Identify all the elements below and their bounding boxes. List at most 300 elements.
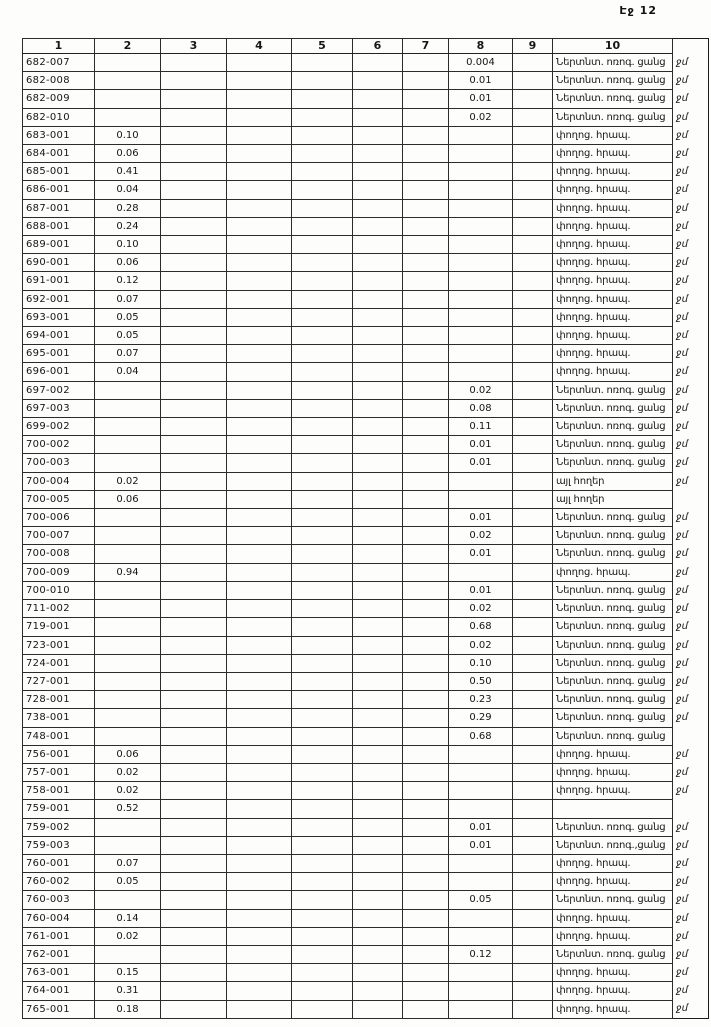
- cell-area-col8: [449, 782, 513, 800]
- cell-empty: [353, 945, 403, 963]
- cell-empty: [292, 308, 353, 326]
- margin-annotation: ջմ: [676, 475, 688, 487]
- cell-empty: [513, 290, 553, 308]
- cell-empty: [513, 727, 553, 745]
- cell-empty: [513, 436, 553, 454]
- cell-parcel-code: 700-009: [23, 563, 95, 581]
- cell-empty: [161, 563, 227, 581]
- cell-empty: [292, 436, 353, 454]
- cell-land-type-note: փողոց. հրապ.: [553, 982, 673, 1000]
- cell-empty: [227, 618, 292, 636]
- cell-area-col8: 0.10: [449, 654, 513, 672]
- table-row: [23, 90, 709, 108]
- cell-empty: [403, 763, 449, 781]
- cell-empty: [403, 126, 449, 144]
- cell-empty: [353, 581, 403, 599]
- cell-empty: [292, 509, 353, 527]
- cell-area-col8: 0.01: [449, 545, 513, 563]
- cell-empty: [227, 490, 292, 508]
- cell-empty: [403, 818, 449, 836]
- cell-empty: [292, 691, 353, 709]
- cell-empty: [227, 381, 292, 399]
- cell-empty: [403, 163, 449, 181]
- table-row: [23, 254, 709, 272]
- column-header: 5: [292, 39, 353, 54]
- cell-empty: [292, 126, 353, 144]
- cell-empty: [292, 472, 353, 490]
- cell-parcel-code: 696-001: [23, 363, 95, 381]
- cell-area-col2: 0.06: [95, 254, 161, 272]
- margin-annotation: ջմ: [676, 129, 688, 141]
- cell-empty: [403, 909, 449, 927]
- cell-empty: [403, 199, 449, 217]
- cell-area-col8: [449, 290, 513, 308]
- cell-empty: [292, 945, 353, 963]
- cell-land-type-note: այլ հողեր: [553, 490, 673, 508]
- cell-empty: [403, 308, 449, 326]
- cell-empty: [292, 327, 353, 345]
- cell-empty: [227, 964, 292, 982]
- cell-empty: [227, 600, 292, 618]
- cell-area-col2: 0.10: [95, 126, 161, 144]
- table-row: [23, 181, 709, 199]
- cell-parcel-code: 688-001: [23, 217, 95, 235]
- cell-area-col2: [95, 54, 161, 72]
- cell-empty: [161, 691, 227, 709]
- cell-empty: [227, 527, 292, 545]
- cell-empty: [513, 709, 553, 727]
- cell-area-col8: 0.08: [449, 399, 513, 417]
- cell-land-type-note: Ներտնտ. ոռոգ. ցանց: [553, 527, 673, 545]
- cell-empty: [353, 236, 403, 254]
- margin-annotation: ջմ: [676, 457, 688, 469]
- cell-parcel-code: 748-001: [23, 727, 95, 745]
- table-row: [23, 199, 709, 217]
- cell-land-type-note: փողոց. հրապ.: [553, 763, 673, 781]
- cell-empty: [161, 618, 227, 636]
- cell-parcel-code: 700-003: [23, 454, 95, 472]
- cell-empty: [353, 54, 403, 72]
- cell-land-type-note: Ներտնտ. ոռոգ. ցանց: [553, 54, 673, 72]
- cell-parcel-code: 682-008: [23, 72, 95, 90]
- table-row: [23, 54, 709, 72]
- cell-empty: [227, 636, 292, 654]
- cell-empty: [161, 745, 227, 763]
- cell-area-col8: [449, 145, 513, 163]
- cell-parcel-code: 760-001: [23, 854, 95, 872]
- cell-area-col8: 0.01: [449, 436, 513, 454]
- cell-area-col8: 0.02: [449, 636, 513, 654]
- margin-annotation: ջմ: [676, 712, 688, 724]
- cell-empty: [403, 836, 449, 854]
- cell-area-col2: 0.05: [95, 327, 161, 345]
- cell-area-col2: [95, 72, 161, 90]
- cell-parcel-code: 684-001: [23, 145, 95, 163]
- table-row: [23, 490, 709, 508]
- cell-empty: [161, 636, 227, 654]
- cell-empty: [403, 636, 449, 654]
- cell-land-type-note: Ներտնտ. ոռոգ. ցանց: [553, 727, 673, 745]
- cell-empty: [353, 927, 403, 945]
- cell-area-col8: 0.02: [449, 108, 513, 126]
- cell-area-col2: 0.28: [95, 199, 161, 217]
- margin-annotation: ջմ: [676, 985, 688, 997]
- cell-empty: [227, 308, 292, 326]
- cell-empty: [403, 618, 449, 636]
- cell-area-col2: 0.02: [95, 763, 161, 781]
- cell-empty: [161, 254, 227, 272]
- cell-empty: [403, 927, 449, 945]
- column-header: 3: [161, 39, 227, 54]
- table-row: [23, 236, 709, 254]
- table-row: [23, 108, 709, 126]
- table-row: [23, 363, 709, 381]
- cell-land-type-note: փողոց. հրապ.: [553, 163, 673, 181]
- cell-empty: [292, 181, 353, 199]
- cell-parcel-code: 700-008: [23, 545, 95, 563]
- cell-empty: [292, 272, 353, 290]
- table-row: [23, 217, 709, 235]
- margin-annotation: [673, 490, 709, 508]
- cell-area-col8: [449, 363, 513, 381]
- cell-empty: [227, 90, 292, 108]
- cell-area-col2: 0.04: [95, 363, 161, 381]
- cell-parcel-code: 685-001: [23, 163, 95, 181]
- cell-empty: [513, 873, 553, 891]
- table-row: [23, 854, 709, 872]
- margin-annotation: ջմ: [676, 584, 688, 596]
- cell-land-type-note: փողոց. հրապ.: [553, 854, 673, 872]
- cell-empty: [403, 472, 449, 490]
- table-row: [23, 709, 709, 727]
- cell-empty: [292, 654, 353, 672]
- cell-land-type-note: փողոց. հրապ.: [553, 1000, 673, 1018]
- cell-parcel-code: 692-001: [23, 290, 95, 308]
- cell-empty: [292, 345, 353, 363]
- margin-annotation: ջմ: [676, 384, 688, 396]
- cell-empty: [353, 654, 403, 672]
- cell-empty: [353, 509, 403, 527]
- cell-empty: [513, 836, 553, 854]
- cell-empty: [227, 982, 292, 1000]
- cell-area-col2: [95, 636, 161, 654]
- column-header: 6: [353, 39, 403, 54]
- cell-empty: [227, 327, 292, 345]
- table-row: [23, 145, 709, 163]
- margin-header-spacer: [673, 39, 709, 54]
- cell-empty: [403, 363, 449, 381]
- cell-land-type-note: Ներտնտ. ոռոգ. ցանց: [553, 454, 673, 472]
- cell-empty: [403, 418, 449, 436]
- cell-empty: [353, 636, 403, 654]
- cell-empty: [161, 54, 227, 72]
- cell-empty: [513, 54, 553, 72]
- cell-empty: [227, 54, 292, 72]
- cell-empty: [513, 891, 553, 909]
- table-row: [23, 381, 709, 399]
- cell-empty: [227, 163, 292, 181]
- cell-parcel-code: 738-001: [23, 709, 95, 727]
- cell-empty: [161, 854, 227, 872]
- table-row: [23, 672, 709, 690]
- cell-area-col2: [95, 709, 161, 727]
- cell-empty: [161, 108, 227, 126]
- margin-annotation: ջմ: [676, 57, 688, 68]
- cell-empty: [161, 654, 227, 672]
- table-row: [23, 600, 709, 618]
- cell-empty: [292, 363, 353, 381]
- cell-area-col2: 0.52: [95, 800, 161, 818]
- cell-empty: [353, 672, 403, 690]
- margin-annotation: ջմ: [676, 512, 688, 524]
- cell-parcel-code: 699-002: [23, 418, 95, 436]
- cell-empty: [403, 290, 449, 308]
- cell-empty: [353, 836, 403, 854]
- cell-area-col8: [449, 199, 513, 217]
- margin-annotation: ջմ: [676, 566, 688, 578]
- cell-empty: [161, 236, 227, 254]
- table-row: [23, 126, 709, 144]
- cell-area-col2: [95, 381, 161, 399]
- cell-empty: [227, 654, 292, 672]
- cell-area-col2: [95, 618, 161, 636]
- cell-empty: [403, 964, 449, 982]
- cell-parcel-code: 690-001: [23, 254, 95, 272]
- cell-empty: [403, 181, 449, 199]
- cell-empty: [227, 691, 292, 709]
- cell-empty: [227, 945, 292, 963]
- cell-area-col2: [95, 672, 161, 690]
- cell-empty: [513, 509, 553, 527]
- cell-empty: [161, 782, 227, 800]
- cell-empty: [292, 54, 353, 72]
- cell-empty: [227, 181, 292, 199]
- cell-land-type-note: Ներտնտ. ոռոգ. ցանց: [553, 818, 673, 836]
- cell-empty: [161, 672, 227, 690]
- cell-empty: [227, 563, 292, 581]
- cell-parcel-code: 761-001: [23, 927, 95, 945]
- cell-empty: [292, 418, 353, 436]
- cell-land-type-note: Ներտնտ. ոռոգ. ցանց: [553, 618, 673, 636]
- cell-empty: [403, 982, 449, 1000]
- cell-empty: [513, 763, 553, 781]
- cell-parcel-code: 686-001: [23, 181, 95, 199]
- cell-empty: [513, 72, 553, 90]
- cell-empty: [403, 72, 449, 90]
- cell-empty: [403, 527, 449, 545]
- cell-empty: [161, 363, 227, 381]
- cell-empty: [161, 927, 227, 945]
- table-row: [23, 818, 709, 836]
- cell-empty: [353, 126, 403, 144]
- margin-annotation: ջմ: [676, 694, 688, 706]
- cell-empty: [513, 254, 553, 272]
- cell-empty: [292, 600, 353, 618]
- cell-area-col2: 0.31: [95, 982, 161, 1000]
- cell-empty: [513, 490, 553, 508]
- table-row: [23, 399, 709, 417]
- cell-empty: [513, 145, 553, 163]
- cell-empty: [227, 545, 292, 563]
- cell-empty: [403, 654, 449, 672]
- table-row: [23, 636, 709, 654]
- cell-empty: [353, 873, 403, 891]
- cell-land-type-note: [553, 800, 673, 818]
- cell-empty: [161, 381, 227, 399]
- cell-empty: [161, 181, 227, 199]
- margin-annotation: ջմ: [676, 639, 688, 651]
- cell-land-type-note: Ներտնտ. ոռոգ. ցանց: [553, 672, 673, 690]
- margin-annotation: ջմ: [676, 948, 688, 960]
- cell-empty: [353, 527, 403, 545]
- cell-area-col8: 0.01: [449, 72, 513, 90]
- cell-empty: [292, 217, 353, 235]
- margin-annotation: ջմ: [676, 530, 688, 542]
- cell-land-type-note: Ներտնտ. ոռոգ. ցանց: [553, 891, 673, 909]
- cell-empty: [513, 782, 553, 800]
- cell-empty: [161, 818, 227, 836]
- cell-empty: [513, 327, 553, 345]
- margin-annotation: ջմ: [676, 330, 688, 342]
- table-row: [23, 1000, 709, 1018]
- cell-area-col2: 0.02: [95, 927, 161, 945]
- cell-empty: [161, 891, 227, 909]
- cell-area-col8: 0.01: [449, 454, 513, 472]
- cell-empty: [403, 381, 449, 399]
- cell-parcel-code: 724-001: [23, 654, 95, 672]
- cell-land-type-note: փողոց. հրապ.: [553, 272, 673, 290]
- margin-annotation: ջմ: [676, 148, 688, 160]
- cell-empty: [227, 782, 292, 800]
- table-row: [23, 727, 709, 745]
- cell-area-col2: [95, 418, 161, 436]
- cell-empty: [227, 254, 292, 272]
- cell-land-type-note: Ներտնտ. ոռոգ. ցանց: [553, 418, 673, 436]
- margin-annotation: ջմ: [676, 293, 688, 305]
- cell-empty: [227, 436, 292, 454]
- cell-parcel-code: 682-009: [23, 90, 95, 108]
- cell-empty: [403, 327, 449, 345]
- cell-empty: [161, 126, 227, 144]
- cell-empty: [353, 600, 403, 618]
- cell-empty: [353, 909, 403, 927]
- column-header: 8: [449, 39, 513, 54]
- margin-annotation: ջմ: [676, 548, 688, 560]
- cell-empty: [292, 145, 353, 163]
- cell-empty: [292, 454, 353, 472]
- cell-area-col2: [95, 945, 161, 963]
- cell-empty: [513, 672, 553, 690]
- cell-empty: [161, 873, 227, 891]
- cell-empty: [403, 345, 449, 363]
- cell-empty: [403, 600, 449, 618]
- cell-empty: [292, 199, 353, 217]
- cell-empty: [227, 891, 292, 909]
- cell-empty: [161, 1000, 227, 1018]
- cell-empty: [403, 145, 449, 163]
- cell-land-type-note: Ներտնտ. ոռոգ. ցանց: [553, 509, 673, 527]
- table-row: [23, 745, 709, 763]
- cell-land-type-note: Ներտնտ. ոռոգ. ցանց: [553, 600, 673, 618]
- cell-empty: [353, 818, 403, 836]
- cell-empty: [161, 763, 227, 781]
- cell-empty: [513, 691, 553, 709]
- table-row: [23, 800, 709, 818]
- table-row: [23, 982, 709, 1000]
- margin-annotation: ջմ: [676, 202, 688, 214]
- cell-empty: [161, 217, 227, 235]
- margin-annotation: ջմ: [676, 257, 688, 269]
- cell-area-col8: [449, 327, 513, 345]
- cell-area-col2: [95, 891, 161, 909]
- table-row: [23, 618, 709, 636]
- cell-empty: [513, 163, 553, 181]
- margin-annotation: [673, 800, 709, 818]
- cell-parcel-code: 691-001: [23, 272, 95, 290]
- cell-empty: [292, 672, 353, 690]
- cell-empty: [292, 873, 353, 891]
- column-header: 7: [403, 39, 449, 54]
- cell-parcel-code: 762-001: [23, 945, 95, 963]
- table-row: [23, 891, 709, 909]
- table-row: [23, 436, 709, 454]
- cell-parcel-code: 695-001: [23, 345, 95, 363]
- cell-area-col2: 0.24: [95, 217, 161, 235]
- cell-empty: [292, 581, 353, 599]
- margin-annotation: ջմ: [676, 220, 688, 232]
- table-row: [23, 163, 709, 181]
- table-row: [23, 763, 709, 781]
- cell-empty: [513, 108, 553, 126]
- cell-area-col8: [449, 563, 513, 581]
- cell-area-col2: 0.10: [95, 236, 161, 254]
- cell-area-col2: 0.04: [95, 181, 161, 199]
- cell-empty: [161, 836, 227, 854]
- cell-area-col8: 0.01: [449, 818, 513, 836]
- cell-empty: [227, 108, 292, 126]
- cell-empty: [292, 290, 353, 308]
- cell-empty: [161, 581, 227, 599]
- cell-empty: [227, 126, 292, 144]
- cell-area-col8: [449, 909, 513, 927]
- cell-parcel-code: 682-007: [23, 54, 95, 72]
- cell-empty: [161, 345, 227, 363]
- cell-area-col8: 0.02: [449, 527, 513, 545]
- cell-empty: [227, 363, 292, 381]
- cell-area-col8: 0.02: [449, 381, 513, 399]
- cell-area-col8: [449, 217, 513, 235]
- cell-empty: [403, 454, 449, 472]
- cell-empty: [292, 236, 353, 254]
- cell-empty: [513, 126, 553, 144]
- cell-land-type-note: փողոց. հրապ.: [553, 964, 673, 982]
- cell-empty: [292, 782, 353, 800]
- cell-land-type-note: փողոց. հրապ.: [553, 563, 673, 581]
- cell-empty: [227, 236, 292, 254]
- cell-empty: [353, 854, 403, 872]
- cell-empty: [403, 54, 449, 72]
- cell-empty: [403, 217, 449, 235]
- table-row: [23, 527, 709, 545]
- cell-empty: [403, 563, 449, 581]
- cell-empty: [513, 600, 553, 618]
- cell-area-col8: [449, 745, 513, 763]
- table-row: [23, 290, 709, 308]
- cell-parcel-code: 727-001: [23, 672, 95, 690]
- margin-annotation: ջմ: [676, 1003, 688, 1015]
- cell-land-type-note: փողոց. հրապ.: [553, 236, 673, 254]
- cell-area-col8: [449, 163, 513, 181]
